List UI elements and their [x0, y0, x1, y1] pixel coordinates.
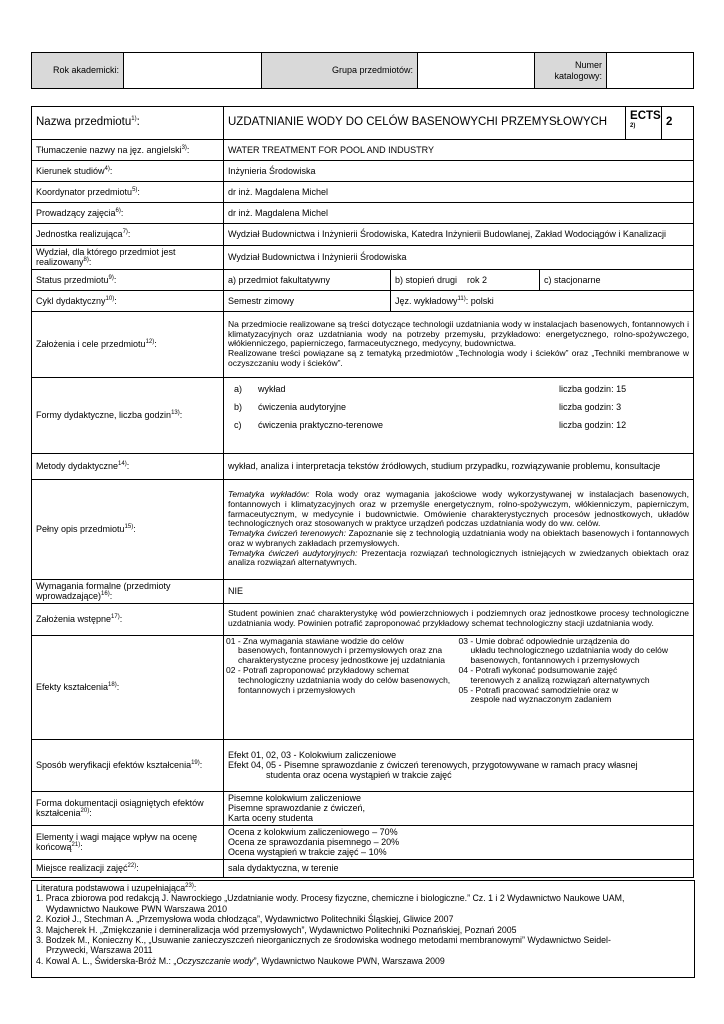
place-value: sala dydaktyczna, w terenie [224, 859, 694, 877]
verif-label: Sposób weryfikacji efektów kształcenia$^{19)}$: [32, 739, 224, 791]
weights-item: Ocena z kolokwium zaliczeniowego – 70% [228, 826, 398, 837]
lang-value: Jęz. wykładowy$^{11)}$: polski [391, 290, 694, 311]
subject-name-label: Nazwa przedmiotu$^{1)}$: [32, 107, 224, 140]
forms-label: Formy dydaktyczne, liczba godzin$^{13)}$: [32, 377, 224, 453]
docs-label: Forma dokumentacji osiągniętych efektów kształcenia$^{20)}$: [32, 791, 224, 825]
goals-paragraph-1: Na przedmiocie realizowane są treści dotyczące technologii uzdatniania wody w instalacjach basenowych, fontannowych i klimatyzacyjnych oraz uzdatniania wody na potrzeby przemysłu, przykładowo: energetycznego, rolno-spożywczego, włókienniczego, papierniczego, farmaceutycznego, medycyny, budownictwa. [228, 318, 690, 349]
effects-label: Efekty kształcenia$^{18)}$: [32, 635, 224, 739]
literature-item: 2. Kozioł J., Stechman A. „Przemysłowa woda chłodząca”, Wydawnictwo Politechniki Śląskiej, Gliwice 2007 [36, 914, 454, 925]
status-a: a) przedmiot fakultatywny [224, 269, 391, 290]
docs-item: Pisemne kolokwium zaliczeniowe [228, 792, 362, 803]
teacher-label: Prowadzący zajęcia$^{6)}$: [32, 203, 224, 224]
status-label: Status przedmiotu$^{9)}$: [32, 269, 224, 290]
literature-item: 4. Kowal A. L., Świderska-Bróż M.: „Oczyszczanie wody”, Wydawnictwo Naukowe PWN, Warszawa 2009 [36, 955, 445, 966]
cycle-value: Semestr zimowy [224, 290, 391, 311]
docs-item: Karta oceny studenta [228, 813, 314, 824]
literature-box [31, 880, 695, 978]
translation-label: Tłumaczenie nazwy na jęz. angielski$^{3)}$: [32, 140, 224, 161]
desc-auditory-exercises: Tematyka ćwiczeń audytoryjnych: Prezentacja rozwiązań technologicznych istniejących w zwiedzanych obiektach oraz analiza rozwiązań alternatywnych. [228, 547, 690, 568]
teacher-value: dr inż. Magdalena Michel [224, 203, 694, 224]
literature-item-cont: Przywecki, Warszawa 2011 [46, 945, 153, 956]
desc-field-exercises: Tematyka ćwiczeń terenowych: Zapoznanie się z technologią uzdatniania wody na obiektach basenowych i fontannowych oraz w wybranych zakładach przemysłowych. [228, 528, 690, 548]
direction-value: Inżynieria Środowiska [224, 161, 694, 182]
effect-item: 03 - Umie dobrać odpowiednie urządzenia do układu technologicznego uzdatniania wody do celów basenowych, fontannowych i przemysłowych [458, 635, 669, 666]
coordinator-value: dr inż. Magdalena Michel [224, 182, 694, 203]
ects-label: ECTS $^{2)}$ [626, 107, 662, 140]
literature-item: 3. Bodzek M., Konieczny K., „Usuwanie zanieczyszczeń nieorganicznych ze środowiska wodnego metodami membranowymi” Wydawnictwo Seidel- [36, 934, 611, 945]
prereq-value: Student powinien znać charakterystykę wód powierzchniowych i podziemnych oraz jednostkowe procesy technologiczne uzdatniania wody. Powinien potrafić zaproponować przykładowy schemat technologiczny stacji uzdatniania wody. [224, 603, 694, 635]
catalog-label: Numer katalogowy: [535, 53, 607, 89]
effects-column-left [226, 637, 459, 705]
methods-label: Metody dydaktyczne$^{14)}$: [32, 453, 224, 479]
form-item: c) ćwiczenia praktyczno-terenowe liczba godzin: 12 [234, 419, 627, 430]
unit-label: Jednostka realizująca$^{7)}$: [32, 224, 224, 246]
effects-value [224, 635, 694, 739]
unit-value: Wydział Budownictwa i Inżynierii Środowiska, Katedra Inżynierii Budowlanej, Zakład Wodociągów i Kanalizacji [224, 224, 694, 246]
weights-item: Ocena wystąpień w trakcie zajęć – 10% [228, 847, 387, 858]
prereq-label: Założenia wstępne$^{17)}$: [32, 603, 224, 635]
literature-item: 1. Praca zbiorowa pod redakcją J. Nawrockiego „Uzdatnianie wody. Procesy fizyczne, chemiczne i biologiczne.” Cz. 1 i 2 Wydawnictwo Naukowe UAM, [36, 893, 625, 904]
desc-label: Pełny opis przedmiotu$^{15)}$: [32, 479, 224, 579]
formal-value: NIE [224, 579, 694, 603]
desc-value [224, 479, 694, 579]
desc-lectures: Tematyka wykładów: Rola wody oraz wymagania jakościowe wody wykorzystywanej w instalacjach basenowych, fontannowych i klimatyzacyjnych oraz w przemyśle energetycznym, rolno-spożywczym, włókienniczym, papierniczym, farmaceutycznym, w medycynie i budownictwie. Omówienie charakterystycznych procesów jednostkowych, układów technologicznych oraz stosowanych w praktyce urządzeń podczas uzdatniania wody do ww. celów. [228, 489, 690, 529]
literature-title: Literatura podstawowa i uzupełniająca$^{23)}$: [36, 883, 197, 893]
verif-line: Efekt 04, 05 - Pisemne sprawozdanie z ćwiczeń terenowych, przygotowywane w ramach pracy własnej [228, 760, 638, 771]
goals-label: Założenia i cele przedmiotu$^{12)}$: [32, 311, 224, 377]
effect-item: 01 - Zna wymagania stawiane wodzie do celów basenowych, fontannowych i przemysłowych oraz zna charakterystyczne procesy jednostkowe jej uzdatniania [226, 635, 445, 666]
weights-value [224, 825, 694, 859]
verif-line: studenta oraz ocena wystąpień w trakcie zajęć [266, 770, 452, 781]
verif-line: Efekt 01, 02, 03 - Kolokwium zaliczeniowe [228, 749, 397, 760]
form-item: b) ćwiczenia audytoryjne liczba godzin: 3 [234, 401, 622, 412]
weights-label: Elementy i wagi mające wpływ na ocenę końcową$^{21)}$: [32, 825, 224, 859]
forms-list [224, 377, 694, 453]
year-label: Rok akademicki: [32, 53, 124, 89]
methods-value: wykład, analiza i interpretacja tekstów źródłowych, studium przypadku, rozwiązywanie problemu, konsultacje [224, 453, 694, 479]
faculty-value: Wydział Budownictwa i Inżynierii Środowiska [224, 246, 694, 270]
catalog-value [607, 53, 694, 89]
ects-value: 2 [662, 107, 694, 140]
coordinator-label: Koordynator przedmiotu$^{5)}$: [32, 182, 224, 203]
translation-value: WATER TREATMENT FOR POOL AND INDUSTRY [224, 140, 694, 161]
status-c: c) stacjonarne [540, 269, 694, 290]
docs-value [224, 791, 694, 825]
formal-label: Wymagania formalne (przedmioty wprowadzające)$^{16)}$: [32, 579, 224, 603]
docs-item: Pisemne sprawozdanie z ćwiczeń, [228, 803, 366, 814]
effect-item: 05 - Potrafi pracować samodzielnie oraz w zespole nad wyznaczonym zadaniem [458, 684, 619, 705]
literature-item-cont: Wydawnictwo Naukowe PWN Warszawa 2010 [46, 903, 227, 914]
year-value [124, 53, 262, 89]
group-value [418, 53, 535, 89]
header-table [31, 52, 694, 89]
status-b: b) stopień drugi rok 2 [391, 269, 540, 290]
subject-name-value: UZDATNIANIE WODY DO CELÓW BASENOWYCHI PRZEMYSŁOWYCH [224, 107, 626, 140]
group-label: Grupa przedmiotów: [262, 53, 418, 89]
literature-item: 3. Majcherek H. „Zmiękczanie i demineralizacja wód przemysłowych”, Wydawnictwo Politechniki Poznańskiej, Poznań 2005 [36, 924, 517, 935]
effect-item: 04 - Potrafi wykonać podsumowanie zajęć terenowych z analizą rozwiązań alternatywnych [458, 664, 650, 685]
effects-column-right [459, 637, 692, 705]
faculty-label: Wydział, dla którego przedmiot jest realizowany$^{8)}$: [32, 246, 224, 270]
cycle-label: Cykl dydaktyczny$^{10)}$: [32, 290, 224, 311]
effect-item: 02 - Potrafi zaproponować przykładowy schemat technologiczny uzdatniania wody do celów basenowych, fontannowych i przemysłowych [226, 664, 451, 695]
main-table [31, 106, 694, 878]
place-label: Miejsce realizacji zajęć$^{22)}$: [32, 859, 224, 877]
goals-paragraph-2: Realizowane treści powiązane są z tematyką przedmiotów „Technologia wody i ścieków” oraz „Techniki membranowe w oczyszczaniu wody i ścieków”. [228, 348, 690, 368]
form-item: a) wykład liczba godzin: 15 [234, 383, 627, 394]
direction-label: Kierunek studiów$^{4)}$: [32, 161, 224, 182]
goals-value [224, 311, 694, 377]
verif-value [224, 739, 694, 791]
weights-item: Ocena ze sprawozdania pisemnego – 20% [228, 837, 400, 848]
